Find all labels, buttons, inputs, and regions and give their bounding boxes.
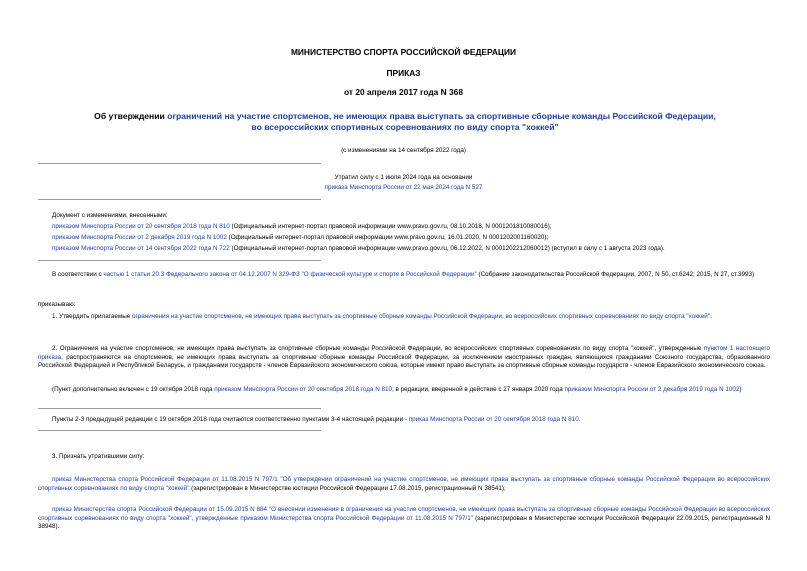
amendment-item (52, 245, 665, 254)
divider (38, 260, 321, 261)
amendment-source: (Официальный интернет-портал правовой информации www.pravo.gov.ru, 08.10.2018, N 0001201810080016); (229, 223, 552, 230)
renumber-note (38, 416, 770, 425)
renumber-text: Пункты 2-3 предыдущей редакции с 19 октября 2018 года считаются соответственно пунктами 3-4 настоящей редакции - (52, 416, 409, 423)
amendment-link[interactable]: приказом Минспорта России от 2 декабря 2019 года N 1002 (52, 234, 227, 241)
repealed-order-1 (38, 476, 770, 493)
item-1-text: 1. Утвердить прилагаемые (52, 313, 132, 320)
item-1-reference-link[interactable]: пунктом 1 настоящего приказа (38, 345, 770, 361)
item-3-heading: 3. Признать утратившими силу: (52, 453, 145, 460)
order-797-1-link[interactable]: приказ Министерства спорта Российской Федерации от 11.08.2015 N 797/1 "Об утверждении ограничений на участие спортсменов, не имеющих права выступать за спортивные сборные команды Российской Федерации во всероссийских спортивных соревнованиях по виду спорта "хоккей" (38, 476, 770, 492)
expired-line: Утратил силу с 1 июля 2024 года на основании (334, 174, 473, 181)
document-title (90, 111, 720, 133)
note-end: ) (739, 386, 742, 393)
document-type: ПРИКАЗ (386, 68, 421, 78)
amendment-link[interactable]: приказом Минспорта России от 20 сентября 2018 года N 810 (52, 223, 230, 230)
order-word: приказываю: (38, 301, 76, 308)
item-2-text: 2. Ограничения на участие спортсменов, не имеющих права выступать за спортивные сборные команды Российской Федерации, во всероссийских спортивных соревнованиях по виду спорта "хоккей", утвержденные (52, 345, 704, 352)
note-text: (Пункт дополнительно включен с 19 октября 2018 года (52, 386, 215, 393)
document-date-number: от 20 апреля 2017 года N 368 (344, 87, 463, 97)
amendment-item (52, 223, 552, 232)
order-884-link[interactable]: приказ Министерства спорта Российской Федерации от 15.09.2015 N 884 "О внесении изменения в ограничения на участие спортсменов, не имеющих права выступать за спортивные сборные команды Российской Федерации во всероссийских спортивных соревнованиях по виду спорта "хоккей", утвержденные приказом Министерства спорта Российской Федерации от 11.08.2015 N 797/1" (38, 506, 770, 522)
repealed-order-2 (38, 506, 770, 532)
note-text-cont: ; в редакции, введенной в действие с 27 января 2020 года (392, 386, 565, 393)
registration-text: (зарегистрирован в Министерстве юстиции Российской Федерации 22.09.2015, регистрационный N 38948). (38, 514, 771, 531)
changes-note: (с изменениями на 14 сентября 2022 года) (341, 147, 466, 154)
item-2-text-cont: , распространяются на спортсменов, не имеющих права выступать за спортивные сборные команды Российской Федерации, за исключением иностранных граждан, являющихся гражданами Союзного государства, образованного Российской Федерацией и Республикой Беларусь, и гражданами государств - членов Евразийского экономического союза, которые имеют право выступать за спортивные сборные команды государств - членов Евразийского экономического союза. (38, 353, 770, 370)
amendment-source: (Официальный интернет-портал правовой информации www.pravo.gov.ru, 16.01.2020, N 0001202001160020); (226, 234, 549, 241)
amendment-source: (Официальный интернет-портал правовой информации www.pravo.gov.ru, 06.12.2022, N 0001202212060012) (вступил в силу с 1 августа 2023 года). (229, 245, 665, 252)
divider (38, 408, 321, 409)
preamble-source: (Собрание законодательства Российской Федерации, 2007, N 50, ст.6242; 2015, N 27, ст.3993) (476, 271, 755, 278)
title-link[interactable]: ограничений на участие спортсменов, не имеющих права выступать за спортивные сборные команды Российской Федерации, во всероссийских спортивных соревнованиях по виду спорта "хоккей" (167, 111, 716, 132)
item-2-paragraph (38, 345, 770, 371)
title-prefix: Об утверждении (94, 111, 168, 121)
order-810-link[interactable]: приказом Минспорта России от 20 сентября 2018 года N 810 (214, 386, 392, 393)
expired-link-line (0, 184, 807, 193)
expired-order-link[interactable]: приказа Минспорта России от 22 мая 2024 года N 527 (324, 184, 483, 191)
amendment-item (52, 234, 548, 243)
amendment-link[interactable]: приказом Минспорта России от 14 сентября 2022 года N 722 (52, 245, 230, 252)
item-1-paragraph (38, 313, 770, 322)
renumber-end: . (578, 416, 581, 423)
preamble-paragraph (38, 271, 770, 280)
divider (38, 430, 321, 431)
order-1002-link[interactable]: приказом Минспорта России от 2 декабря 2019 года N 1002 (564, 386, 740, 393)
order-810-link[interactable]: приказ Минспорта России от 20 сентября 2018 года N 810 (408, 416, 579, 423)
item-2-note (38, 386, 770, 395)
amendments-heading: Документ с изменениями, внесенными: (52, 212, 168, 219)
item-1-end: . (710, 313, 712, 320)
restrictions-link[interactable]: ограничения на участие спортсменов, не имеющих права выступать за спортивные сборные команды Российской Федерации, во всероссийских спортивных соревнованиях по виду спорта "хоккей" (132, 313, 711, 320)
divider (38, 163, 321, 164)
registration-text: (зарегистрирован в Министерстве юстиции Российской Федерации 17.08.2015, регистрационный N 38541); (189, 484, 506, 492)
ministry-heading: МИНИСТЕРСТВО СПОРТА РОССИЙСКОЙ ФЕДЕРАЦИИ (290, 47, 517, 57)
divider (38, 199, 321, 200)
federal-law-link[interactable]: частью 1 статьи 20.3 Федерального закона от 04.12.2007 N 329-ФЗ "О физической культуре и спорте в Российской Федерации" (103, 271, 477, 278)
preamble-text: В соответствии с (52, 271, 104, 278)
